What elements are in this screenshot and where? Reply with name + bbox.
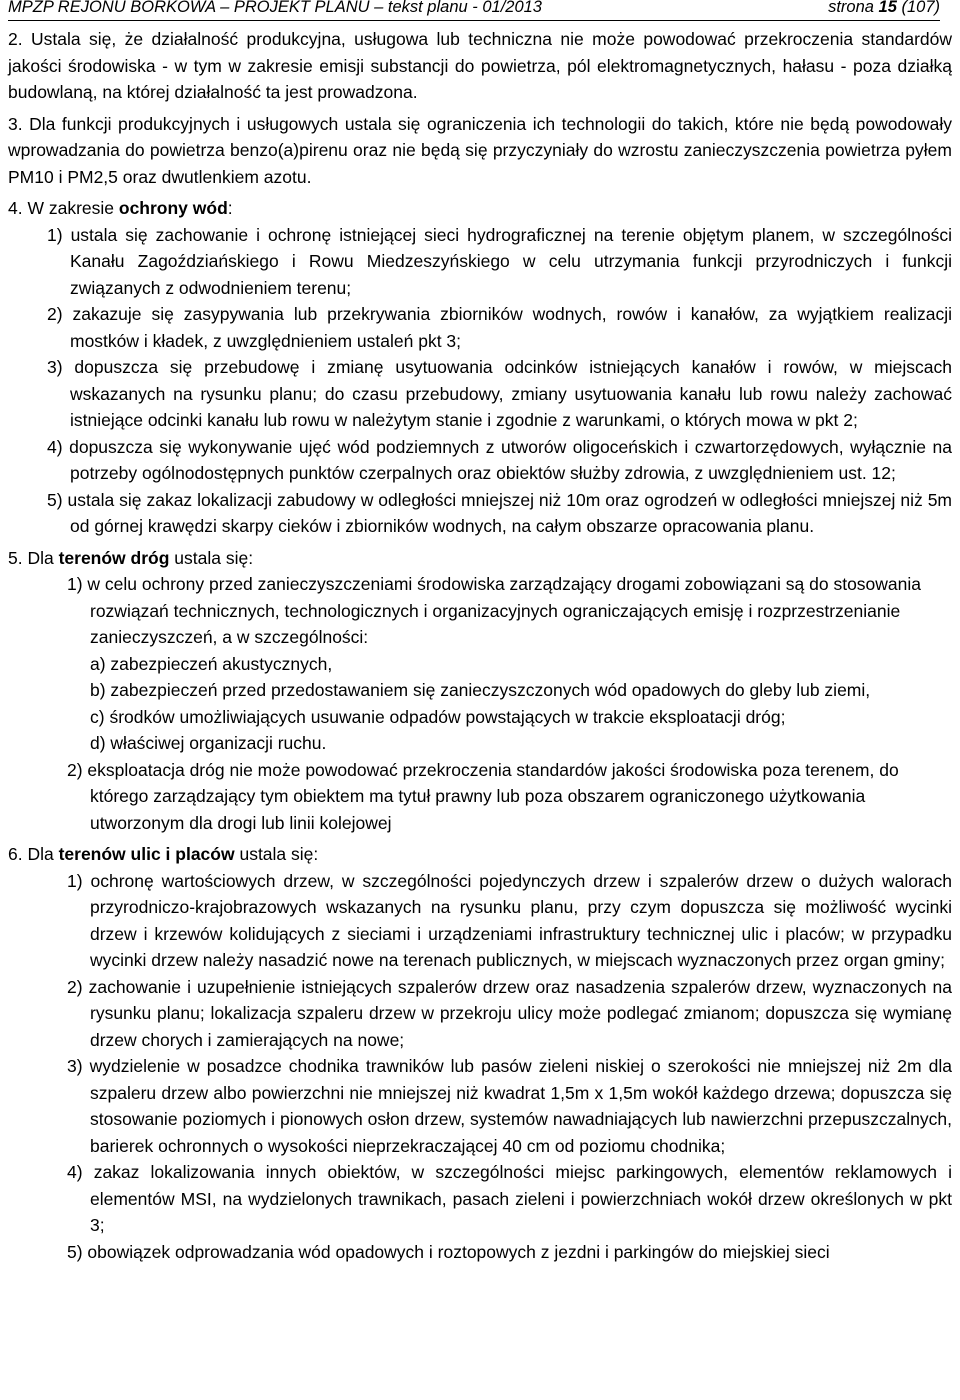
sub-list-item: b) zabezpieczeń przed przedostawaniem się zanieczyszczonych wód opadowych do gleby lub ziemi,	[90, 680, 871, 700]
header-title: MPZP REJONU BORKOWA – PROJEKT PLANU – tekst planu - 01/2013	[8, 0, 542, 16]
heading-terenow-drog: terenów dróg	[58, 547, 170, 568]
heading-terenow-ulic: terenów ulic i placów	[58, 844, 235, 864]
list-item: 1) ustala się zachowanie i ochronę istniejącej sieci hydrograficznej na terenie objętym planem, w szczególności Kanału Zagoździańskiego i Rowu Miedzeszyńskiego w celu utrzymania funkcji przyrodniczych i funkcji związanych z odwodnieniem terenu;	[47, 224, 952, 298]
page-header	[8, 0, 940, 21]
list-item: 2) zakazuje się zasypywania lub przekrywania zbiorników wodnych, rowów i kanałów, za wyjątkiem realizacji mostków i kładek, z uwzględnieniem ustaleń pkt 3;	[47, 304, 952, 351]
sub-list-item: c) środków umożliwiających usuwanie odpadów powstających w trakcie eksploatacji dróg;	[90, 706, 786, 727]
sub-list-item: a) zabezpieczeń akustycznych,	[90, 653, 333, 674]
paragraph-6-heading: 6. Dla terenów ulic i placów ustala się:	[8, 844, 319, 864]
list-item: 5) obowiązek odprowadzania wód opadowych i roztopowych z jezdni i parkingów do miejskiej sieci	[67, 1241, 830, 1262]
page-prefix: strona	[828, 0, 874, 16]
list-item: 2) zachowanie i uzupełnienie istniejących szpalerów drzew oraz nasadzenia szpalerów drzew, wyznaczonych na rysunku planu; lokalizacja szpaleru drzew w przekroju ulicy może podlegać zmianom; dopuszcza się wymianę drzew chorych i zamierających na nowe;	[67, 976, 952, 1050]
paragraph-4-heading: 4. W zakresie ochrony wód:	[8, 198, 233, 218]
list-item: 5) ustala się zakaz lokalizacji zabudowy w odległości mniejszej niż 10m oraz ogrodzeń w odległości mniejszej niż 5m od górnej krawędzi skarpy cieków i zbiorników wodnych, na całym obszarze opracowania planu.	[47, 489, 952, 536]
paragraph-2: 2. Ustala się, że działalność produkcyjna, usługowa lub techniczna nie może powodować przekroczenia standardów jakości środowiska - w tym w zakresie emisji substancji do powietrza, pól elektromagnetycznych, hałasu - poza działką budowlaną, na której działalność ta jest prowadzona.	[8, 29, 952, 102]
paragraph-3: 3. Dla funkcji produkcyjnych i usługowych ustala się ograniczenia ich technologii do takich, które nie będą powodowały wprowadzania do powietrza benzo(a)pirenu oraz nie będą się przyczyniały do wzrostu zanieczyszczenia powietrza pyłem PM10 i PM2,5 oraz dwutlenkiem azotu.	[8, 113, 952, 187]
list-item: 2) eksploatacja dróg nie może powodować przekroczenia standardów jakości środowiska poza terenem, do którego zarządzający tym obiektem ma tytuł prawny lub poza obszarem ograniczonego użytkowania utworzonym dla drogi lub linii kolejowej	[67, 759, 899, 833]
heading-ochrony-wod: ochrony wód	[118, 198, 228, 218]
list-item: 1) w celu ochrony przed zanieczyszczeniami środowiska zarządzający drogami zobowiązani są do stosowania rozwiązań technicznych, technologicznych i organizacyjnych ograniczających emisję i rozprzestrzenianie zanieczyszczeń, a w szczególności:	[67, 574, 922, 647]
list-item: 3) dopuszcza się przebudowę i zmianę usytuowania odcinków istniejących kanałów i rowów, w miejscach wskazanych na rysunku planu; do czasu przebudowy, zmiany usytuowania kanału lub rowu należy zachować istniejące odcinki kanału lub rowu w należytym stanie i zgodnie z warunkami, o których mowa w pkt 2;	[47, 357, 952, 430]
list-item: 1) ochronę wartościowych drzew, w szczególności pojedynczych drzew i szpalerów drzew o dużych walorach przyrodniczo-krajobrazowych wskazanych na rysunku planu, przy czym dopuszcza się możliwość wycinki drzew i krzewów kolidujących z sieciami i urządzeniami infrastruktury technicznej ulic i placów; w przypadku wycinki drzew należy nasadzić nowe na terenach publicznych, w miejscach wyznaczonych przez organ gminy;	[67, 870, 952, 970]
sub-list-item: d) właściwej organizacji ruchu.	[90, 733, 327, 753]
document-body	[8, 26, 952, 1265]
list-item: 3) wydzielenie w posadzce chodnika trawników lub pasów zieleni niskiej o szerokości nie mniejszej niż 2m dla szpaleru drzew albo powierzchni nie mniejszej niż kwadrat 1,5m x 1,5m wokół każdego drzewa; dopuszcza się stosowanie poziomych i pionowych osłon drzew, systemów nawadniających lub nawierzchni przepuszczalnych, barierek ochronnych o wysokości nieprzekraczającej 40 cm od poziomu chodnika;	[67, 1056, 952, 1156]
page-number: 15	[878, 0, 897, 16]
page-counter	[828, 0, 940, 20]
list-item: 4) dopuszcza się wykonywanie ujęć wód podziemnych z utworów oligoceńskich i czwartorzędowych, wyłącznie na potrzeby ogólnodostępnych punktów czerpalnych oraz obiektów służby zdrowia, z uwzględnieniem ust. 12;	[47, 436, 952, 483]
list-item: 4) zakaz lokalizowania innych obiektów, w szczególności miejsc parkingowych, elementów reklamowych i elementów MSI, na wydzielonych trawnikach, pasach zieleni i powierzchniach wokół drzew określonych w pkt 3;	[67, 1162, 952, 1235]
paragraph-5-heading: 5. Dla terenów dróg ustala się:	[8, 547, 254, 568]
page-total: (107)	[901, 0, 940, 16]
